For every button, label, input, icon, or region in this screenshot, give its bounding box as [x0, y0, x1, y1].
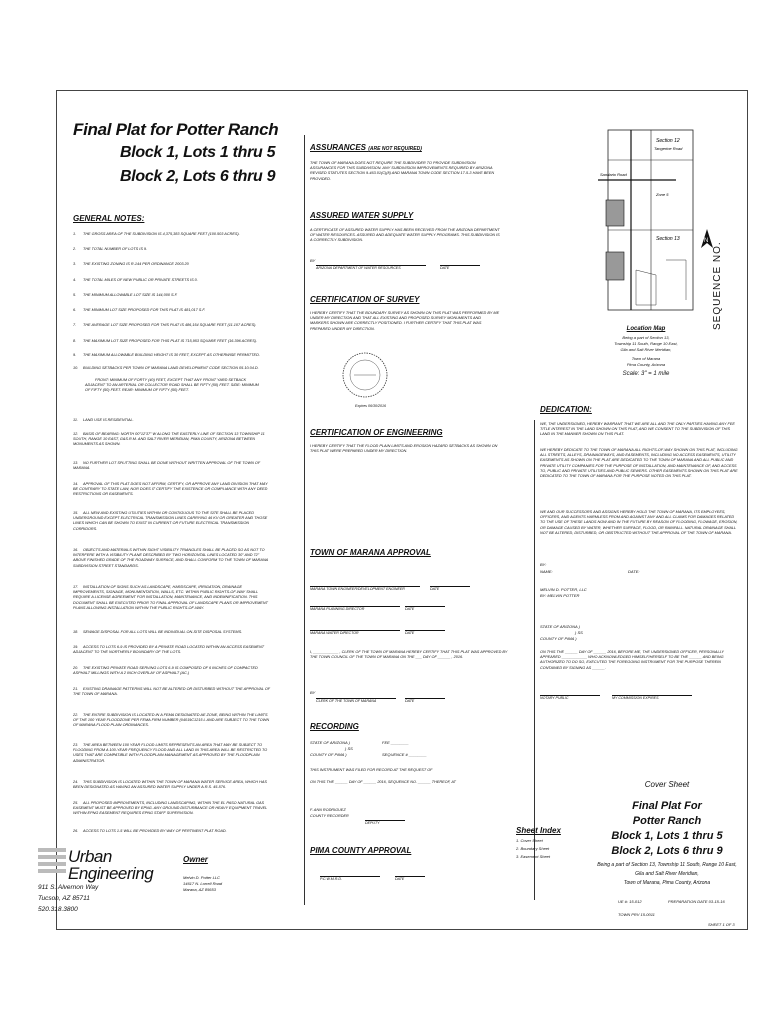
map-label-zone: Zone 5 — [656, 192, 669, 197]
location-map-scale: Scale: 3" = 1 mile — [622, 371, 670, 377]
owner-line-1: Melvin D. Potter LLC — [183, 875, 220, 880]
general-note-number: 16. — [73, 548, 79, 552]
recording-line2: ON THIS THE ______ DAY OF ______ 2016, SEQUENCE NO. ______ THEREOF, AT — [310, 780, 456, 784]
general-note-number: 23. — [73, 743, 79, 747]
pima-date: DATE — [395, 876, 425, 882]
engineering-text: I HEREBY CERTIFY THAT THE FLOOD PLAIN LIMITS AND EROSION HAZARD SETBACKS AS SHOWN ON THIS PLAT WERE PREPARED UNDER MY DIRECTION. — [310, 444, 498, 454]
general-notes-heading: GENERAL NOTES: — [73, 214, 145, 223]
cover-sheet-label: Cover Sheet — [644, 780, 690, 789]
general-note-item — [73, 585, 273, 611]
clerk-date: DATE — [405, 698, 445, 704]
dedication-date: DATE: — [628, 569, 640, 574]
general-note-number: 17. — [73, 585, 79, 589]
general-note-item — [85, 378, 265, 394]
recording-state: STATE OF ARIZONA ) — [310, 740, 350, 745]
general-note-number: 10. — [73, 366, 79, 370]
water-director-signature: MARANA WATER DIRECTOR — [310, 630, 400, 636]
map-label-section-13: Section 13 — [656, 236, 680, 242]
map-label-road: Tangerine Road — [654, 146, 683, 151]
survey-text: I HEREBY CERTIFY THAT THE BOUNDARY SURVEY AS SHOWN ON THIS PLAT WAS PERFORMED BY ME UNDER MY DIRECTION AND THAT ALL EXISTING AND PROPOSED SURVEY MONUMENTS AND MARKERS SHOWN ARE CORRECTLY POSITIONED. I FURTHER CERTIFY THAT THIS PLAT WAS PREPARED UNDER MY DIRECTION. — [310, 311, 500, 331]
general-note-item — [73, 666, 273, 676]
general-note-number: 5. — [73, 293, 77, 297]
logo-phone: 520.318.3800 — [38, 906, 78, 913]
general-note-text: THE GROSS AREA OF THE SUBDIVISION IS 4,375,383 SQUARE FEET (100.503 ACRES). — [83, 232, 240, 236]
water-by: BY — [310, 258, 316, 263]
general-note-item — [73, 232, 273, 237]
general-note-item — [73, 801, 273, 817]
svg-text:N: N — [704, 238, 709, 244]
general-note-text: THIS SUBDIVISION IS LOCATED WITHIN THE TOWN OF MARANA WATER SERVICE AREA, WHICH HAS BEEN DESIGNATED AS HAVING AN ASSURED WATER SUPPLY UNDER A.R.S. 45-576. — [73, 780, 267, 790]
general-note-text: OBJECTS AND MATERIALS WITHIN SIGHT VISIBILITY TRIANGLES SHALL BE PLACED SO AS NOT TO INTERFERE WITH A VISIBILITY PLANE DESCRIBED BY TWO HORIZONTAL LINES LOCATED 30" AND 72" ABOVE FINISHED GRADE OF THE ROADWAY SURFACE, AND SHALL CONFORM TO THE TOWN OF MARANA SUBDIVISION STREET STANDARDS. — [73, 548, 269, 568]
notary-signature: NOTARY PUBLIC — [540, 695, 600, 701]
general-note-text: THE TOTAL MILES OF NEW PUBLIC OR PRIVATE STREETS IS 0. — [83, 278, 198, 282]
town-engineer-signature: MARANA TOWN ENGINEER/DEVELOPMENT ENGINEER — [310, 586, 420, 592]
general-note-number: 22. — [73, 713, 79, 717]
general-note-number: 15. — [73, 511, 79, 515]
pima-signature: P.C.W.M.R.D. — [320, 876, 380, 882]
general-note-number: 25. — [73, 801, 79, 805]
cover-description-1: Being a part of Section 13, Township 11 South, Range 10 East, — [597, 862, 737, 868]
water-date-line: DATE — [440, 265, 480, 271]
general-note-text: THE MINIMUM ALLOWABLE LOT SIZE IS 144,000 S.F. — [83, 293, 178, 297]
county-recorder-title: COUNTY RECORDER — [310, 814, 349, 818]
general-note-text: ACCESS TO LOTS 1-5 WILL BE PROVIDED BY WAY OF PERTINENT PLAT ROAD. — [83, 829, 227, 833]
general-note-text: FRONT: MINIMUM OF FORTY (40) FEET, EXCEPT THAT ANY FRONT YARD SETBACK ADJACENT TO AN ARTERIAL OR COLLECTOR ROAD SHALL BE FIFTY (50) FEET. SIDE: MINIMUM OF FIFTY (50) FEET. REAR: MINIMUM OF FIFTY (50) FEET. — [85, 378, 259, 393]
sequence-number-label: SEQUENCE NO. — [712, 241, 723, 330]
cover-title-1: Final Plat For — [632, 800, 702, 812]
urban-engineering-logo-icon — [38, 848, 66, 880]
general-note-number: 1. — [73, 232, 77, 236]
water-supply-text: A CERTIFICATE OF ASSURED WATER SUPPLY HAS BEEN RECEIVED FROM THE ARIZONA DEPARTMENT OF WATER RESOURCES. ASSURED AND ADEQUATE WATER SUPPLY PROGRAMS. THIS SUBDIVISION IS A CORRECTLY SUBDIVISION. — [310, 228, 500, 243]
general-note-item — [73, 482, 273, 498]
clerk-by: BY — [310, 690, 316, 695]
town-engineer-date: DATE — [430, 586, 470, 592]
recording-fee: FEE ________ — [382, 740, 409, 745]
general-note-item — [73, 418, 273, 423]
recording-text: THIS INSTRUMENT WAS FILED FOR RECORD AT THE REQUEST OF — [310, 768, 433, 772]
location-map — [596, 120, 696, 320]
general-note-item — [73, 713, 273, 729]
plat-subtitle-block-1: Block 1, Lots 1 thru 5 — [120, 144, 276, 161]
general-note-number: 26. — [73, 829, 79, 833]
general-note-item — [73, 432, 273, 448]
general-note-item — [73, 308, 273, 313]
general-note-number: 6. — [73, 308, 77, 312]
recording-ss: ) SS — [345, 746, 353, 751]
county-recorder-name: F. ANN RODRIGUEZ — [310, 808, 346, 812]
general-note-item — [73, 630, 273, 635]
acknowledgement-text: ON THIS THE ______ DAY OF ______ 2016, BEFORE ME, THE UNDERSIGNED OFFICER, PERSONALLY APPEARED ____________ WHO ACKNOWLEDGED HIMSELF/HERSELF TO BE THE ______ AND BEING AUTHORIZED TO DO SO, EXECUTED THE FOREGOING INSTRUMENT FOR THE PURPOSE THEREIN CONTAINED BY SIGNING AS ______. — [540, 650, 724, 670]
cover-preparation-date: PREPARATION DATE 03-15-16 — [668, 899, 725, 904]
general-note-item — [73, 645, 273, 655]
clerk-certification: I, ____________ , CLERK OF THE TOWN OF MARANA HEREBY CERTIFY THAT THIS PLAT WAS APPROVED BY THE TOWN COUNCIL OF THE TOWN OF MARANA ON THE ___ DAY OF ______ , 2016. — [310, 650, 508, 660]
general-note-text: THE ENTIRE SUBDIVISION IS LOCATED IN A FEMA DESIGNATED AE ZONE, BEING WITHIN THE LIMITS OF THE 100 YEAR FLOODZONE PER FEMA FIRM NUMBER (04019C1215 L AND ARE SUBJECT TO THE TOWN OF MARANA FLOOD PLAIN ORDINANCES. — [73, 713, 270, 728]
general-note-item — [73, 339, 273, 344]
logo-address-1: 911 S. Alvernon Way — [38, 884, 99, 891]
general-note-text: APPROVAL OF THIS PLAT DOES NOT AFFIRM, CERTIFY, OR APPROVE ANY LAND DIVISION THAT MAY BE CONTRARY TO STATE LAW, NOR DOES IT CERTIFY THE EXISTENCE OR COMPLIANCE WITH ANY DEED RESTRICTIONS OR EASEMENTS. — [73, 482, 268, 497]
surveyor-seal-icon — [340, 350, 390, 400]
water-signature-line: ARIZONA DEPARTMENT OF WATER RESOURCES — [316, 265, 426, 271]
recording-heading: RECORDING — [310, 722, 359, 731]
water-supply-heading: ASSURED WATER SUPPLY — [310, 211, 414, 220]
location-map-line-1: Being a part of Section 13, — [622, 335, 670, 340]
map-label-road-2: Sandario Road — [600, 172, 627, 177]
dedication-name: NAME: — [540, 569, 553, 574]
general-note-number: 18. — [73, 630, 79, 634]
column-divider — [304, 135, 305, 905]
water-director-date: DATE — [405, 630, 445, 636]
general-note-text: ACCESS TO LOTS 6-9 IS PROVIDED BY A PRIVATE ROAD LOCATED WITHIN AN ACCESS EASEMENT ADJACENT TO THE NORTHERLY BOUNDARY OF THE LOTS. — [73, 645, 265, 655]
recording-county: COUNTY OF PIMA ) — [310, 752, 347, 757]
general-note-text: THE MAXIMUM ALLOWABLE BUILDING HEIGHT IS 30 FEET, EXCEPT AS OTHERWISE PERMITTED. — [83, 353, 260, 357]
general-note-number: 21. — [73, 687, 79, 691]
general-note-number: 14. — [73, 482, 79, 486]
general-note-item — [73, 511, 273, 532]
cover-sheet-number: SHEET 1 OF 3 — [708, 922, 735, 927]
owner-company: MELVIN D. POTTER, LLC — [540, 587, 587, 592]
marana-approval-heading: TOWN OF MARANA APPROVAL — [310, 548, 431, 557]
dedication-by: BY: — [540, 562, 547, 567]
clerk-signature: CLERK OF THE TOWN OF MARANA — [316, 698, 396, 704]
general-note-item — [73, 278, 273, 283]
general-note-text: SEWAGE DISPOSAL FOR ALL LOTS WILL BE INDIVIDUAL ON-SITE DISPOSAL SYSTEMS. — [83, 630, 243, 634]
general-note-number: 7. — [73, 323, 77, 327]
planning-director-date: DATE — [405, 606, 445, 612]
general-note-text: THE AREA BETWEEN 100 YEAR FLOOD LIMITS REPRESENTS AN AREA THAT MAY BE SUBJECT TO FLOODING FROM A 100-YEAR FREQUENCY FLOOD AND ALL LAND IN THIS AREA WILL BE RESTRICTED TO USES THAT ARE COMPATIBLE WITH FLOODPLAIN MANAGEMENT AS APPROVED BY THE FLOODPLAIN ADMINISTRATOR. — [73, 743, 268, 763]
logo-address-2: Tucson, AZ 85711 — [38, 895, 90, 902]
owner-line-2: 14617 N. Lorrell Road — [183, 881, 223, 886]
commission-expires: MY COMMISSION EXPIRES — [612, 695, 692, 701]
plat-title: Final Plat for Potter Ranch — [73, 120, 279, 139]
general-note-number: 3. — [73, 262, 77, 266]
general-note-item — [73, 743, 273, 764]
ack-ss: ) SS — [575, 630, 583, 635]
plat-subtitle-block-2: Block 2, Lots 6 thru 9 — [120, 168, 276, 185]
sheet-index-heading: Sheet Index — [516, 826, 561, 835]
general-note-text: BASIS OF BEARING: NORTH 00°12'37" W ALONG THE EASTERLY LINE OF SECTION 13 TOWNSHIP 11 SOUTH, RANGE 10 EAST, G&S.R.M. AND SALT RIVER MERIDIAN, PIMA COUNTY, ARIZONA BETWEEN MONUMENTS AS SHOWN. — [73, 432, 265, 447]
owner-by: BY: MELVIN POTTER — [540, 593, 580, 598]
map-label-section-12: Section 12 — [656, 138, 680, 144]
general-note-item — [73, 247, 273, 252]
location-map-line-2: Township 11 South, Range 10 East, — [614, 341, 678, 346]
cover-title-2: Potter Ranch — [632, 815, 702, 827]
logo-engineering: Engineering — [68, 864, 154, 883]
general-note-item — [73, 780, 273, 790]
general-note-item — [73, 262, 273, 267]
general-note-text: ALL PROPOSED IMPROVEMENTS, INCLUDING LANDSCAPING, WITHIN THE EL PASO NATURAL GAS EASEMENT MUST BE APPROVED BY EPNG. ANY GROUND DISTURBANCE OR HEAVY EQUIPMENT TRAVEL WITHIN EPNG EASEMENT REQUIRES EPNG STAFF SUPERVISION. — [73, 801, 268, 816]
assurances-title: ASSURANCES — [310, 143, 367, 152]
general-note-number: 4. — [73, 278, 77, 282]
general-note-number: 2. — [73, 247, 77, 251]
engineering-heading: CERTIFICATION OF ENGINEERING — [310, 428, 443, 437]
general-note-number: 11. — [73, 418, 78, 422]
general-note-number: 20. — [73, 666, 79, 670]
general-note-text: ALL NEW AND EXISTING UTILITIES WITHIN OR CONTIGUOUS TO THE SITE SHALL BE PLACED UNDERGROUND EXCEPT ELECTRICAL TRANSMISSION LINES CARRYING 46 KV OR GREATER AND THOSE LINES WHICH CAN BE SHOWN TO EXIST IN CURRENT OR FUTURE ELECTRICAL TRANSMISSION CORRIDORS. — [73, 511, 268, 531]
cover-description-3: Town of Marana, Pima County, Arizona — [623, 880, 711, 886]
pima-approval-heading: PIMA COUNTY APPROVAL — [310, 846, 412, 855]
assurances-heading — [310, 143, 422, 152]
general-note-text: NO FURTHER LOT SPLITTING SHALL BE DONE WITHOUT WRITTEN APPROVAL OF THE TOWN OF MARANA. — [73, 461, 261, 471]
dedication-para-1: WE, THE UNDERSIGNED, HEREBY WARRANT THAT WE ARE ALL AND THE ONLY PARTIES HAVING ANY FEE TITLE INTEREST IN THE LAND SHOWN ON THIS PLAT, AND WE CONSENT TO THE SUBDIVISION OF THIS LAND IN THE MANNER SHOWN ON THIS PLAT. — [540, 422, 735, 437]
dedication-heading: DEDICATION: — [540, 405, 592, 414]
sheet-index-item: 3. Easement Sheet — [516, 854, 551, 859]
general-note-text: THE EXISTING PRIVATE ROAD SERVING LOTS 6-9 IS COMPOSED OF 6 INCHES OF COMPACTED ASPHALT MILLINGS WITH A 2 INCH OVERLAY OF ASPHALT (AC.) — [73, 666, 258, 676]
general-note-item — [73, 353, 273, 358]
location-map-line-4: Town of Marana — [631, 356, 661, 361]
general-note-number: 13. — [73, 461, 79, 465]
general-note-number: 19. — [73, 645, 79, 649]
general-note-number: 12. — [73, 432, 79, 436]
cover-description-2: Gila and Salt River Meridian, — [635, 871, 699, 877]
dedication-para-3: WE AND OUR SUCCESSORS AND ASSIGNS HEREBY HOLD THE TOWN OF MARANA, ITS EMPLOYEES, OFFICERS, AND AGENTS HARMLESS FROM AND AGAINST ANY AND ALL CLAIMS FOR DAMAGES RELATED TO THE USE OF THESE LANDS NOW AND IN THE FUTURE BY REASON OF FLOODING, FLOWAGE, EROSION, OR DAMAGE CAUSED BY WATER, WHETHER SURFACE, FLOOD, OR RAINFALL. NATURAL DRAINAGE SHALL NOT BE ALTERED, DISTURBED, OR OBSTRUCTED WITHOUT THE APPROVAL OF THE TOWN OF MARANA. — [540, 510, 738, 535]
general-note-number: 8. — [73, 339, 77, 343]
sheet-index-item: 2. Boundary Sheet — [516, 846, 550, 851]
general-note-item — [73, 366, 273, 371]
general-note-text: THE TOTAL NUMBER OF LOTS IS 9. — [83, 247, 148, 251]
general-note-text: INSTALLATION OF SIGNS SUCH AS LANDSCAPE, HARDSCAPE, IRRIGATION, DRAINAGE IMPROVEMENTS, SIGNAGE, MONUMENTATION, WALLS, ETC. WITHIN PUBLIC RIGHTS-OF-WAY SHALL REQUIRE A LICENSE AGREEMENT FOR INSTALLATION, MAINTENANCE, AND INDEMNIFICATION. THIS DOCUMENT SHALL BE EXECUTED PRIOR TO FINAL APPROVAL OF LANDSCAPE PLANS OR IMPROVEMENT PLANS ALLOWING INSTALLATION WITHIN THE PUBLIC RIGHTS-OF-WAY. — [73, 585, 268, 610]
general-note-text: LAND USE IS RESIDENTIAL. — [83, 418, 134, 422]
assurances-note: (ARE NOT REQUIRED) — [368, 146, 422, 152]
cover-title-4: Block 2, Lots 6 thru 9 — [611, 845, 723, 857]
survey-heading: CERTIFICATION OF SURVEY — [310, 295, 420, 304]
general-note-text: THE AVERAGE LOT SIZE PROPOSED FOR THIS PLAT IS 486,154 SQUARE FEET (11.107 ACRES). — [83, 323, 257, 327]
location-map-line-3: Gila and Salt River Meridian, — [620, 347, 672, 352]
cover-ue-number: UE #: 15-012 — [618, 899, 642, 904]
ack-county: COUNTY OF PIMA ) — [540, 636, 577, 641]
general-note-text: BUILDING SETBACKS PER TOWN OF MARANA LAND DEVELOPMENT CODE SECTION 05.10.04.D. — [83, 366, 259, 370]
general-note-text: THE MINIMUM LOT SIZE PROPOSED FOR THIS PLAT IS 481,017 S.F. — [83, 308, 206, 312]
planning-director-signature: MARANA PLANNING DIRECTOR — [310, 606, 400, 612]
cover-town-number: TOWN PRV 15-0011 — [618, 912, 655, 917]
location-map-line-5: Pima County, Arizona — [626, 362, 666, 367]
general-note-text: EXISTING DRAINAGE PATTERNS WILL NOT BE ALTERED OR DISTURBED WITHOUT THE APPROVAL OF THE TOWN OF MARANA. — [73, 687, 271, 697]
cover-title-3: Block 1, Lots 1 thru 5 — [611, 830, 723, 842]
survey-expires: Expires 06/30/2016 — [355, 404, 386, 408]
sheet-index-item: 1. Cover Sheet — [516, 838, 543, 843]
general-note-text: THE EXISTING ZONING IS R-144 PER ORDINANCE 2003.20 — [83, 262, 189, 266]
general-note-item — [73, 461, 273, 471]
dedication-para-2: WE HEREBY DEDICATE TO THE TOWN OF MARANA ALL RIGHTS-OF-WAY SHOWN ON THIS PLAT, INCLUDING ALL STREETS, ALLEYS, DRAINAGEWAYS, AND EASEMENTS, INCLUDING NO ACCESS EASEMENTS, UTILITY EASEMENTS AS SHOWN ON THE PLAT ARE DEDICATED TO THE TOWN OF MARANA AND ALL PUBLIC AND PRIVATE UTILITY COMPANIES FOR THE PURPOSE OF INSTALLATION, AND MAINTENANCE OF, AND ACCESS TO, PUBLIC AND PRIVATE UTILITIES AND PUBLIC SEWERS. OTHER EASEMENTS SHOWN ON THIS PLAT ARE DEDICATED TO THE TOWN OF MARANA FOR THE PURPOSE NOTED ON THIS PLAT. — [540, 448, 738, 479]
general-note-number: 24. — [73, 780, 79, 784]
logo-urban: Urban — [68, 847, 112, 866]
general-note-text: THE MAXIMUM LOT SIZE PROPOSED FOR THIS PLAT IS 715,953 SQUARE FEET (16.396 ACRES). — [83, 339, 258, 343]
deputy-signature: DEPUTY — [365, 820, 405, 826]
general-note-item — [73, 293, 273, 298]
general-note-item — [73, 548, 273, 569]
general-note-number: 9. — [73, 353, 77, 357]
general-note-item — [73, 829, 273, 834]
location-map-title: Location Map — [626, 326, 666, 332]
general-note-item — [73, 323, 273, 328]
owner-heading: Owner — [183, 855, 208, 864]
assurances-text: THE TOWN OF MARANA DOES NOT REQUIRE THE SUBDIVIDER TO PROVIDE SUBDIVISION ASSURANCES FOR THIS SUBDIVISION. ANY SUBDIVISION IMPROVEMENTS REQUIRED BY ARIZONA REVISED STATUTES SECTION 9-463.01(C)(8) AND MARANA TOWN CODE SECTION 17-5-3 HAVE BEEN PROVIDED. — [310, 161, 495, 181]
ack-state: STATE OF ARIZONA ) — [540, 624, 580, 629]
owner-line-3: Marana, AZ 85653 — [183, 887, 216, 892]
general-note-item — [73, 687, 273, 697]
recording-sequence: SEQUENCE # ________ — [382, 752, 427, 757]
